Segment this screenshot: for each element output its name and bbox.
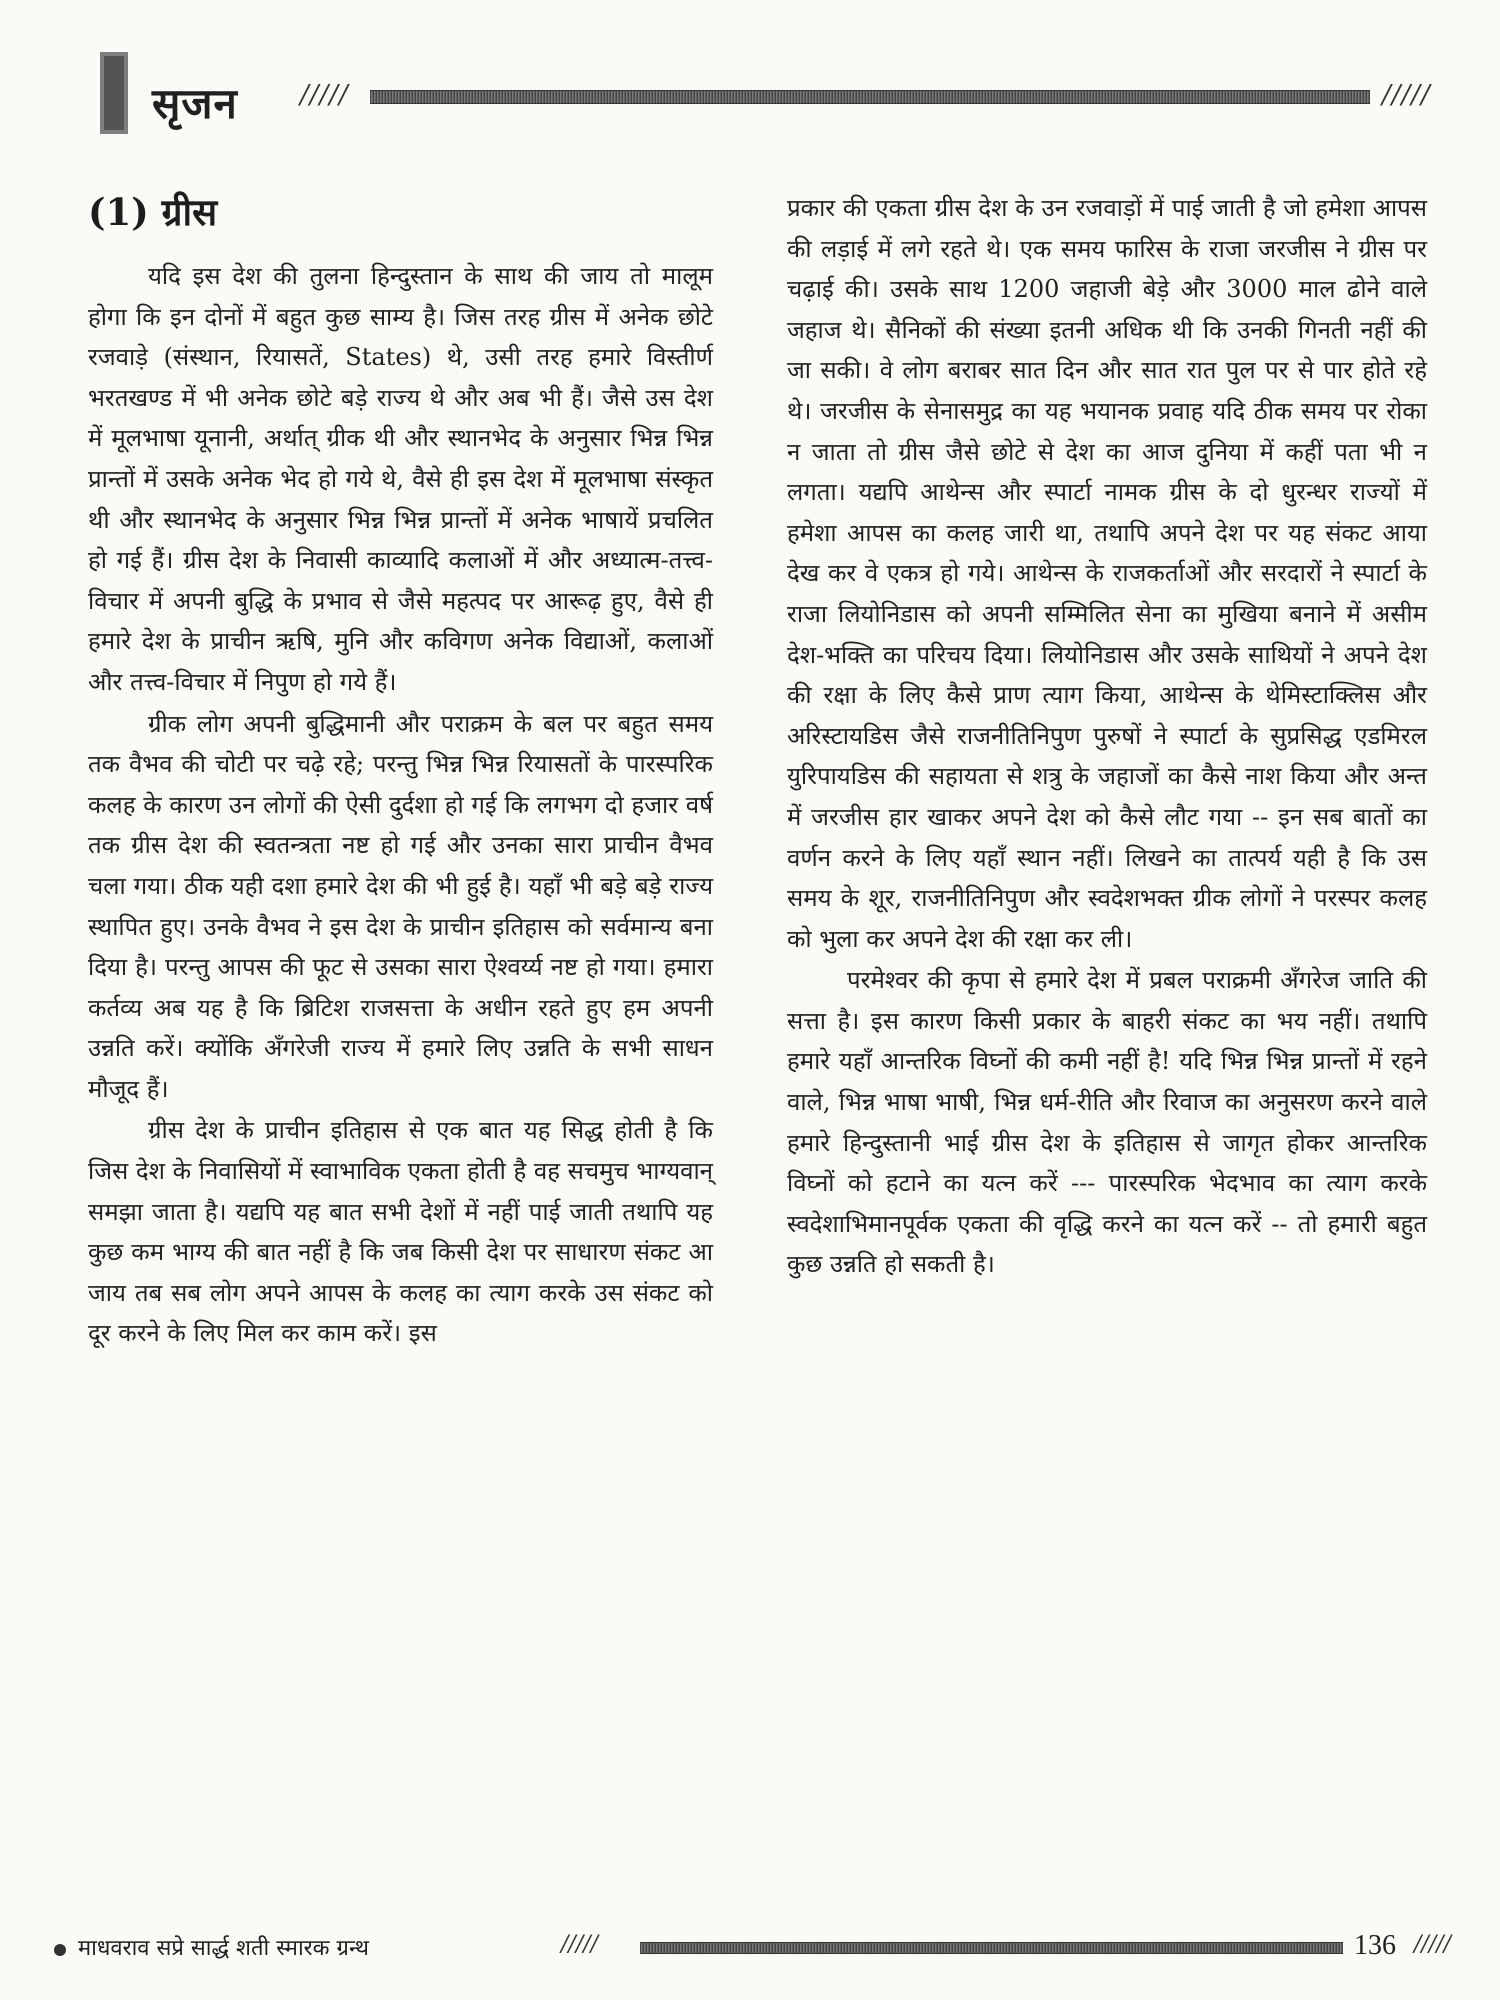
right-column	[787, 188, 1427, 1285]
section-title: (1) ग्रीस	[88, 190, 218, 234]
left-paragraph-1: यदि इस देश की तुलना हिन्दुस्तान के साथ की जाय तो मालूम होगा कि इन दोनों में बहुत कुछ साम्य है। जिस तरह ग्रीस में अनेक छोटे रजवाड़े (संस्थान, रियासतें, States) थे, उसी तरह हमारे विस्तीर्ण भरतखण्ड में भी अनेक छोटे बड़े राज्य थे और अब भी हैं। जैसे उस देश में मूलभाषा यूनानी, अर्थात् ग्रीक थी और स्थानभेद के अनुसार भिन्न भिन्न प्रान्तों में उसके अनेक भेद हो गये थे, वैसे ही इस देश में मूलभाषा संस्कृत थी और स्थानभेद के अनुसार भिन्न भिन्न प्रान्तों में अनेक भाषायें प्रचलित हो गई हैं। ग्रीस देश के निवासी काव्यादि कलाओं में और अध्यात्म-तत्त्व-विचार में अपनी बुद्धि के प्रभाव से जैसे महत्पद पर आरूढ़ हुए, वैसे ही हमारे देश के प्राचीन ऋषि, मुनि और कविगण अनेक विद्याओं, कलाओं और तत्त्व-विचार में निपुण हो गये हैं।	[88, 262, 713, 696]
header-title: सृजन	[152, 79, 238, 128]
page-number: 136	[1354, 1930, 1396, 1961]
footer-book-title: माधवराव सप्रे सार्द्ध शती स्मारक ग्रन्थ	[78, 1936, 369, 1961]
footer-right-slashes: /////	[1414, 1932, 1452, 1957]
footer-rule	[640, 1942, 1343, 1954]
right-paragraph-1: प्रकार की एकता ग्रीस देश के उन रजवाड़ों में पाई जाती है जो हमेशा आपस की लड़ाई में लगे रहते थे। एक समय फारिस के राजा जरजीस ने ग्रीस पर चढ़ाई की। उसके साथ 1200 जहाजी बेड़े और 3000 माल ढोने वाले जहाज थे। सैनिकों की संख्या इतनी अधिक थी कि उनकी गिनती नहीं की जा सकी। वे लोग बराबर सात दिन और सात रात पुल पर से पार होते रहे थे। जरजीस के सेनासमुद्र का यह भयानक प्रवाह यदि ठीक समय पर रोका न जाता तो ग्रीस जैसे छोटे से देश का आज दुनिया में कहीं पता भी न लगता। यद्यपि आथेन्स और स्पार्टा नामक ग्रीस के दो धुरन्धर राज्यों में हमेशा आपस का कलह जारी था, तथापि अपने देश पर यह संकट आया देख कर वे एकत्र हो गये। आथेन्स के राजकर्ताओं और सरदारों ने स्पार्टा के राजा लियोनिडास को अपनी सम्मिलित सेना का मुखिया बनाने में असीम देश-भक्ति का परिचय दिया। लियोनिडास और उसके साथियों ने अपने देश की रक्षा के लिए कैसे प्राण त्याग किया, आथेन्स के थेमिस्टाक्लिस और अरिस्टायडिस जैसे राजनीतिनिपुण पुरुषों ने स्पार्टा के सुप्रसिद्ध एडमिरल युरिपायडिस की सहायता से शत्रु के जहाजों का कैसे नाश किया और अन्त में जरजीस हार खाकर अपने देश को कैसे लौट गया -- इन सब बातों का वर्णन करने के लिए यहाँ स्थान नहीं। लिखने का तात्पर्य यही है कि उस समय के शूर, राजनीतिनिपुण और स्वदेशभक्त ग्रीक लोगों ने परस्पर कलह को भुला कर अपने देश की रक्षा कर ली।	[787, 194, 1427, 953]
right-paragraph-2: परमेश्वर की कृपा से हमारे देश में प्रबल पराक्रमी अँगरेज जाति की सत्ता है। इस कारण किसी प्रकार के बाहरी संकट का भय नहीं। तथापि हमारे यहाँ आन्तरिक विघ्नों की कमी नहीं है! यदि भिन्न भिन्न प्रान्तों में रहने वाले, भिन्न भाषा भाषी, भिन्न धर्म-रीति और रिवाज का अनुसरण करने वाले हमारे हिन्दुस्तानी भाई ग्रीस देश के इतिहास से जागृत होकर आन्तरिक विघ्नों को हटाने का यत्न करें --- पारस्परिक भेदभाव का त्याग करके स्वदेशाभिमानपूर्वक एकता की वृद्धि करने का यत्न करें -- तो हमारी बहुत कुछ उन्नति हो सकती है।	[787, 966, 1427, 1279]
footer-bullet-icon	[54, 1944, 66, 1956]
page-footer	[54, 1930, 1452, 1970]
left-paragraph-3: ग्रीस देश के प्राचीन इतिहास से एक बात यह सिद्ध होती है कि जिस देश के निवासियों में स्वाभाविक एकता होती है वह सचमुच भाग्यवान् समझा जाता है। यद्यपि यह बात सभी देशों में नहीं पाई जाती तथापि यह कुछ कम भाग्य की बात नहीं है कि जब किसी देश पर साधारण संकट आ जाय तब सब लोग अपने आपस के कलह का त्याग करके उस संकट को दूर करने के लिए मिल कर काम करें। इस	[88, 1116, 713, 1348]
left-paragraph-2: ग्रीक लोग अपनी बुद्धिमानी और पराक्रम के बल पर बहुत समय तक वैभव की चोटी पर चढ़े रहे; परन्तु भिन्न भिन्न रियासतों के पारस्परिक कलह के कारण उन लोगों की ऐसी दुर्दशा हो गई कि लगभग दो हजार वर्ष तक ग्रीस देश की स्वतन्त्रता नष्ट हो गई और उनका सारा प्राचीन वैभव चला गया। ठीक यही दशा हमारे देश की भी हुई है। यहाँ भी बड़े बड़े राज्य स्थापित हुए। उनके वैभव ने इस देश के प्राचीन इतिहास को सर्वमान्य बना दिया है। परन्तु आपस की फूट से उसका सारा ऐश्वर्य्य नष्ट हो गया। हमारा कर्तव्य अब यह है कि ब्रिटिश राजसत्ता के अधीन रहते हुए हम अपनी उन्नति करें। क्योंकि अँगरेजी राज्य में हमारे लिए उन्नति के सभी साधन मौजूद हैं।	[88, 709, 713, 1103]
header-right-slashes: /////	[1382, 80, 1431, 110]
header-left-slashes: /////	[300, 80, 349, 110]
header-decorative-block	[100, 52, 128, 134]
header-rule	[370, 90, 1370, 104]
page-header	[100, 52, 1440, 152]
footer-left-slashes: /////	[561, 1932, 599, 1957]
left-column	[88, 188, 713, 1354]
